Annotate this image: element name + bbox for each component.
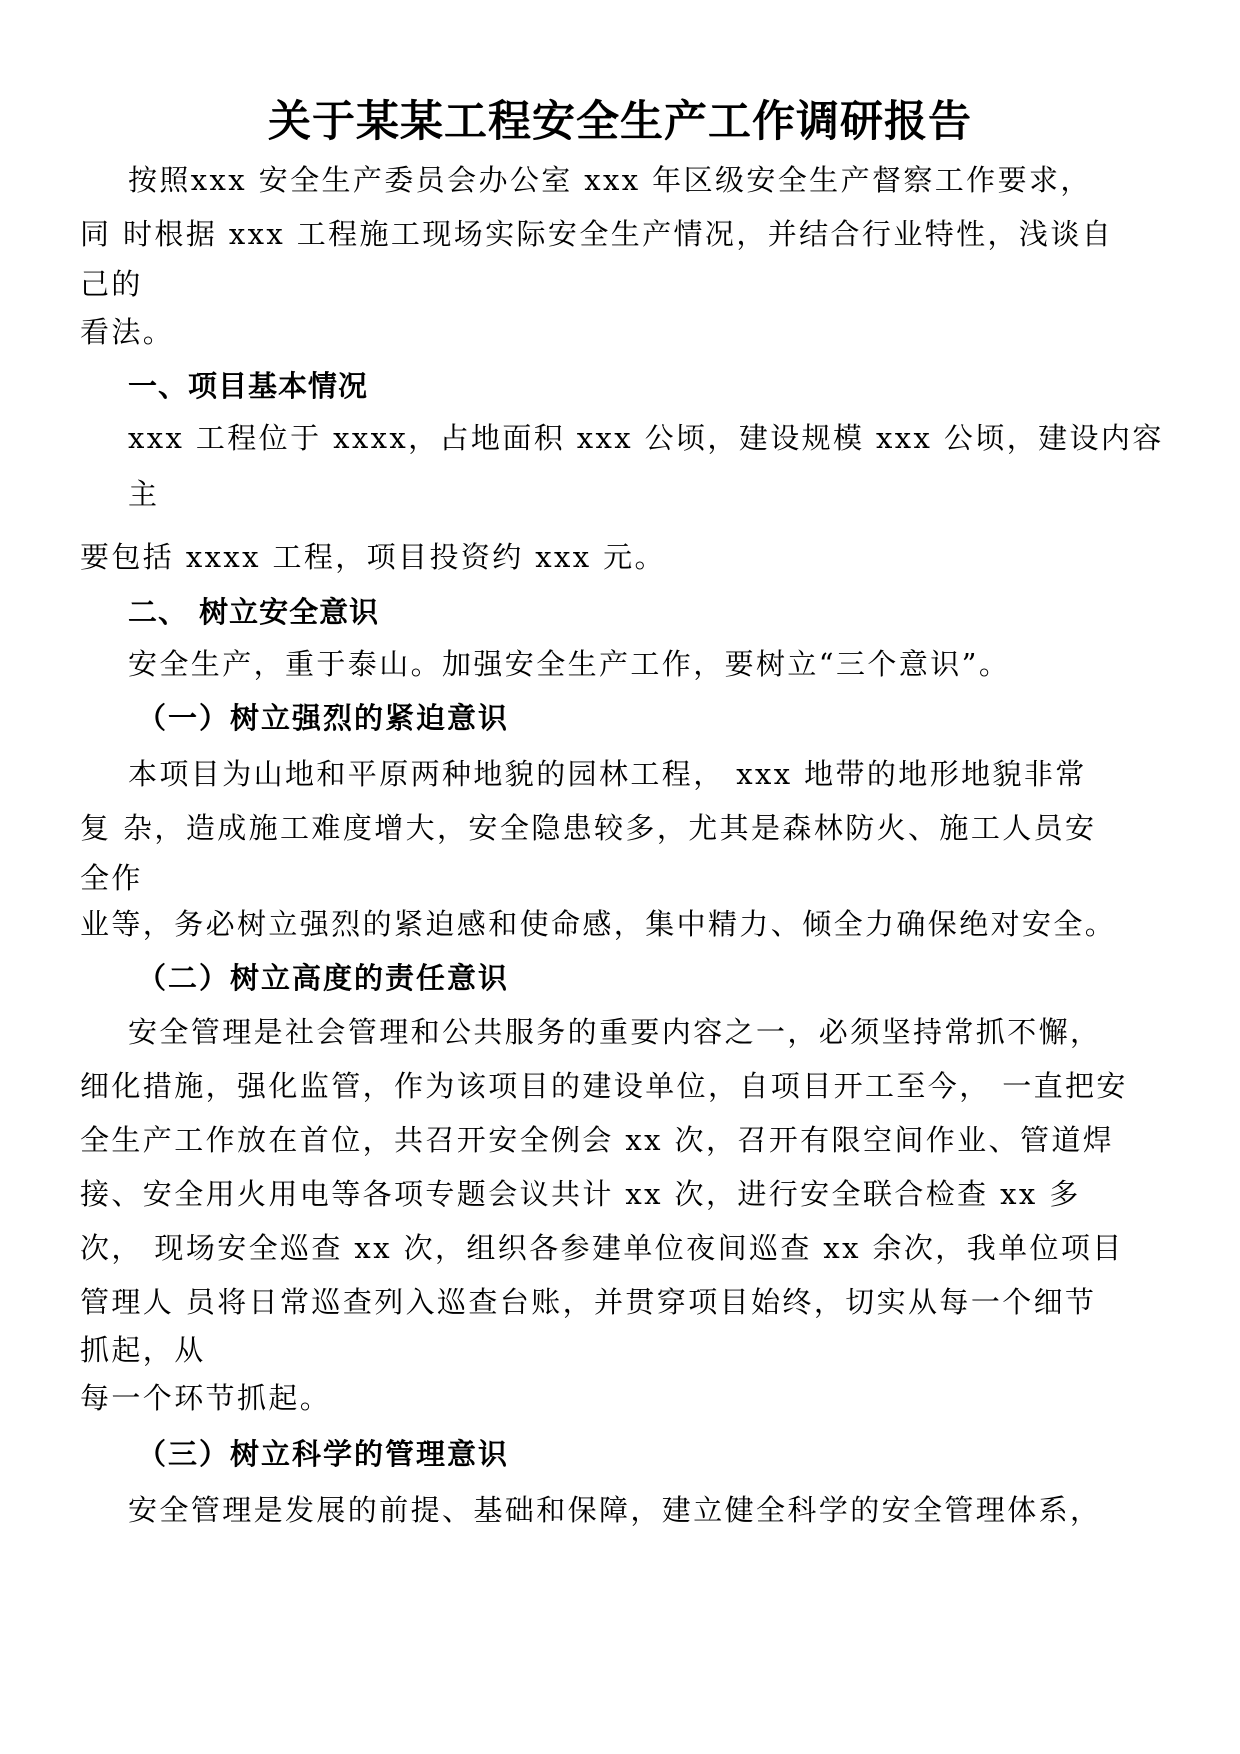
- subsection-2-line-8: 每一个环节抓起。: [80, 1381, 332, 1415]
- subsection-2-line-2: 细化措施，强化监管，作为该项目的建设单位，自项目开工至今， 一直把安: [80, 1069, 1128, 1103]
- subsection-2-line-3: 全生产工作放在首位，共召开安全例会 xx 次，召开有限空间作业、管道焊: [80, 1123, 1115, 1157]
- subsection-1-line-2: 复 杂，造成施工难度增大，安全隐患较多，尤其是森林防火、施工人员安: [80, 811, 1097, 845]
- subsection-2-line-7: 抓起，从: [80, 1333, 206, 1367]
- section-1-line-2: 主: [128, 477, 160, 511]
- intro-line-1: 按照xxx 安全生产委员会办公室 xxx 年区级安全生产督察工作要求，: [128, 163, 1092, 197]
- subsection-2-heading: （二）树立高度的责任意识: [137, 961, 510, 995]
- subsection-1-line-3: 全作: [80, 861, 143, 895]
- intro-line-2: 同 时根据 xxx 工程施工现场实际安全生产情况，并结合行业特性，浅谈自: [80, 217, 1114, 251]
- section-2-intro: 安全生产，重于泰山。加强安全生产工作，要树立“三个意识”。: [128, 647, 1011, 681]
- subsection-3-heading: （三）树立科学的管理意识: [137, 1437, 510, 1471]
- subsection-2-line-6: 管理人 员将日常巡查列入巡查台账，并贯穿项目始终，切实从每一个细节: [80, 1285, 1097, 1319]
- section-1-line-3: 要包括 xxxx 工程，项目投资约 xxx 元。: [80, 540, 666, 574]
- document-title: 关于某某工程安全生产工作调研报告: [268, 97, 972, 147]
- intro-line-3: 己的: [80, 267, 143, 301]
- section-2-heading: 二、 树立安全意识: [128, 595, 380, 629]
- subsection-2-line-4: 接、安全用火用电等各项专题会议共计 xx 次，进行安全联合检查 xx 多: [80, 1177, 1081, 1211]
- subsection-2-line-5: 次， 现场安全巡查 xx 次，组织各参建单位夜间巡查 xx 余次，我单位项目: [80, 1231, 1124, 1265]
- subsection-3-line-1: 安全管理是发展的前提、基础和保障，建立健全科学的安全管理体系，: [128, 1493, 1102, 1527]
- intro-line-4: 看法。: [80, 315, 175, 349]
- subsection-1-line-4: 业等，务必树立强烈的紧迫感和使命感，集中精力、倾全力确保绝对安全。: [80, 907, 1117, 941]
- section-1-line-1: xxx 工程位于 xxxx，占地面积 xxx 公顷，建设规模 xxx 公顷，建设内容: [128, 421, 1164, 455]
- subsection-1-line-1: 本项目为山地和平原两种地貌的园林工程， xxx 地带的地形地貌非常: [128, 757, 1087, 791]
- subsection-1-heading: （一）树立强烈的紧迫意识: [137, 701, 510, 735]
- section-1-heading: 一、项目基本情况: [128, 369, 369, 403]
- subsection-2-line-1: 安全管理是社会管理和公共服务的重要内容之一，必须坚持常抓不懈，: [128, 1015, 1102, 1049]
